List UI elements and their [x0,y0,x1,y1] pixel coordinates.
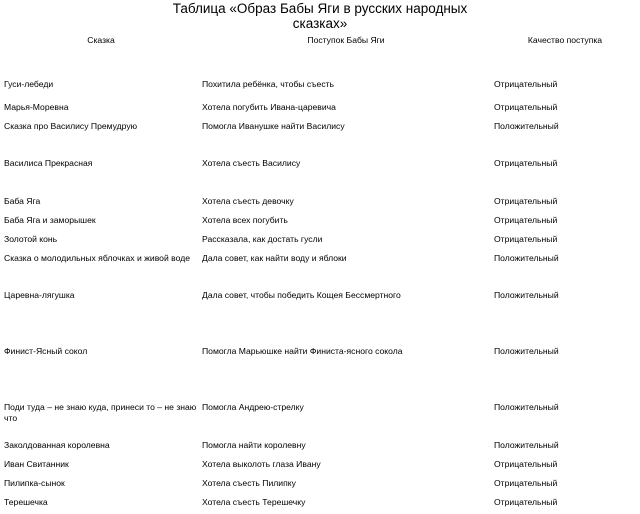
table-row [2,65,638,100]
cell-tale: Баба Яга и заморышек [4,215,96,225]
cell-quality: Отрицательный [494,497,558,507]
cell-tale: Гуси-лебеди [4,79,54,89]
page-title [0,1,640,31]
cell-tale: Золотой конь [4,234,58,244]
column-header-quality: Качество поступка [527,35,603,45]
cell-action: Хотела выколоть глаза Ивану [202,459,321,469]
title-line-2: сказках» [292,16,348,31]
cell-quality: Положительный [494,253,559,263]
cell-quality: Отрицательный [494,459,558,469]
cell-tale: Иван Свитанник [4,459,69,469]
cell-action: Хотела всех погубить [202,215,288,225]
cell-tale: Заколдованная королевна [4,440,110,450]
table-row [2,495,638,514]
cell-quality: Положительный [494,346,559,356]
cell-tale: Финист-Ясный сокол [4,346,88,356]
column-header-action: Поступок Бабы Яги [307,35,385,45]
tale-table [2,30,638,514]
table-row [2,457,638,476]
cell-action: Хотела съесть Терешечку [202,497,306,507]
cell-action: Похитила ребёнка, чтобы съесть [202,79,335,89]
cell-tale: Царевна-лягушка [4,290,75,300]
table-row [2,438,638,457]
cell-quality: Положительный [494,440,559,450]
cell-action: Помогла Марьюшке найти Финиста-ясного сокола [202,346,403,356]
cell-action: Дала совет, чтобы победить Кощея Бессмертного [202,290,401,300]
cell-action: Дала совет, как найти воду и яблоки [202,253,347,263]
cell-tale: Марья-Моревна [4,102,69,112]
cell-action: Хотела погубить Ивана-царевича [202,102,336,112]
cell-quality: Отрицательный [494,196,558,206]
cell-tale: Сказка о молодильных яблочках и живой воде [4,253,190,263]
table-row [2,476,638,495]
table-header-row [2,30,638,65]
cell-quality: Отрицательный [494,102,558,112]
cell-quality: Отрицательный [494,234,558,244]
table-row [2,138,638,194]
cell-tale: Баба Яга [4,196,41,206]
cell-action: Помогла найти королевну [202,440,306,450]
cell-tale: Поди туда – не знаю куда, принеси то – не знаю что [4,402,197,423]
table-row [2,213,638,232]
cell-tale: Пилипка-сынок [4,478,65,488]
cell-tale: Сказка про Василису Премудрую [4,121,138,131]
table-row [2,194,638,213]
cell-quality: Положительный [494,121,559,131]
cell-quality: Отрицательный [494,215,558,225]
cell-quality: Отрицательный [494,158,558,168]
column-header-tale: Сказка [87,35,115,45]
table-row [2,382,638,438]
table-row [2,270,638,326]
cell-action: Рассказала, как достать гусли [202,234,323,244]
table-row [2,326,638,382]
cell-action: Хотела съесть Пилипку [202,478,296,488]
cell-quality: Отрицательный [494,79,558,89]
table-row [2,232,638,251]
table-row [2,119,638,138]
cell-action: Хотела съесть Василису [202,158,301,168]
table-row [2,251,638,270]
cell-tale: Терешечка [4,497,48,507]
cell-quality: Положительный [494,290,559,300]
table-row [2,100,638,119]
cell-action: Помогла Андрею-стрелку [202,402,304,412]
cell-action: Помогла Иванушке найти Василису [202,121,345,131]
cell-quality: Отрицательный [494,478,558,488]
cell-tale: Василиса Прекрасная [4,158,93,168]
title-line-1: Таблица «Образ Бабы Яги в русских народных [172,1,468,16]
cell-quality: Положительный [494,402,559,412]
cell-action: Хотела съесть девочку [202,196,294,206]
